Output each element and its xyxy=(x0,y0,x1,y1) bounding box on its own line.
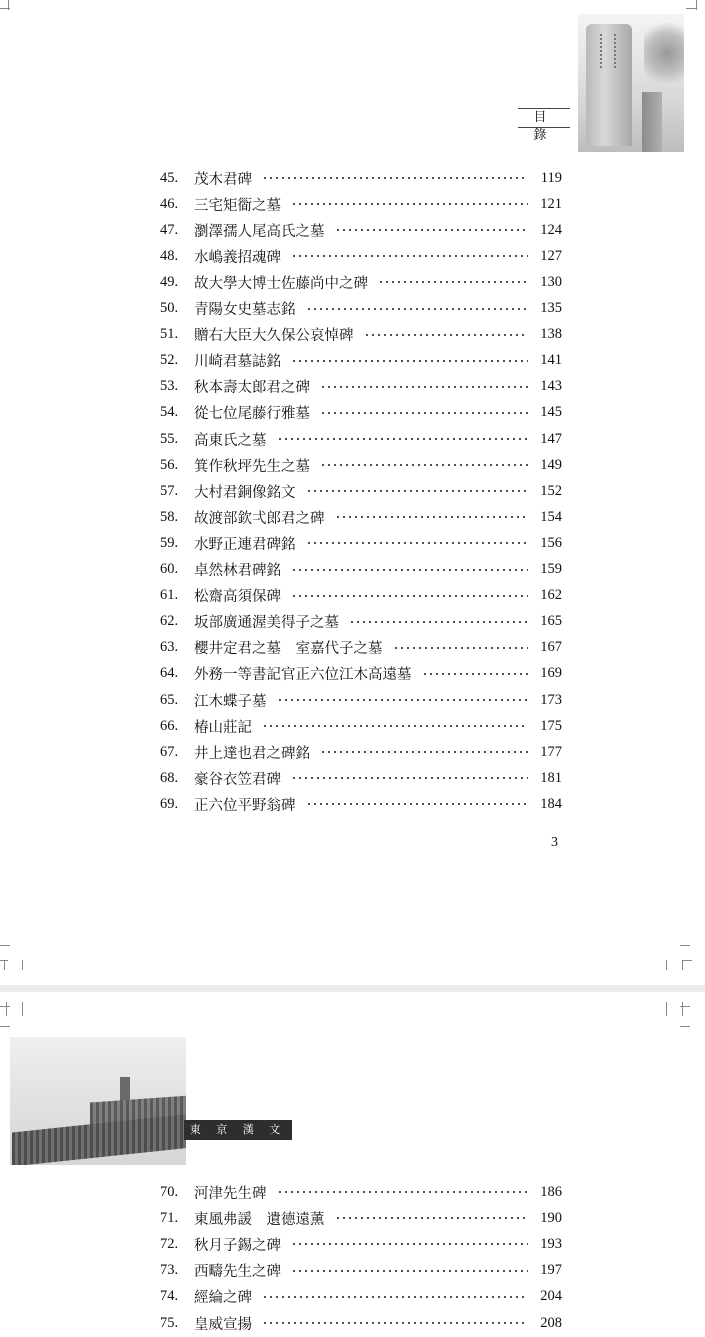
entry-title: 高東氏之墓 xyxy=(194,432,267,449)
entry-title: 西疇先生之碑 xyxy=(194,1264,281,1281)
dot-leader xyxy=(291,591,528,601)
entry-number: 49. xyxy=(160,273,179,290)
entry-page-number: 141 xyxy=(540,352,562,369)
toc-entry xyxy=(160,792,562,816)
entry-number: 71. xyxy=(160,1209,179,1226)
entry-page-number: 149 xyxy=(540,456,562,473)
entry-number: 50. xyxy=(160,300,179,316)
entry-number: 65. xyxy=(160,691,179,708)
toc-entry xyxy=(160,1232,562,1256)
entry-number: 73. xyxy=(160,1262,179,1279)
entry-page-number: 169 xyxy=(540,665,562,682)
header-temple-roof-image xyxy=(10,1037,186,1165)
toc-entry xyxy=(160,662,562,686)
toc-entry xyxy=(160,401,562,425)
dot-leader xyxy=(320,460,528,470)
dot-leader xyxy=(335,512,529,522)
entry-number: 62. xyxy=(160,613,179,630)
entry-title: 卓然林君碑銘 xyxy=(194,563,281,579)
entry-title: 故大學大博士佐藤尚中之碑 xyxy=(194,275,368,292)
dot-leader xyxy=(262,1292,528,1302)
entry-page-number: 121 xyxy=(540,195,562,212)
entry-title: 水嶋義招魂碑 xyxy=(194,249,281,266)
toc-entry xyxy=(160,505,562,529)
dot-leader xyxy=(306,486,529,496)
entry-page-number: 138 xyxy=(540,326,562,343)
crop-mark xyxy=(696,0,697,10)
entry-title: 東風弗諼 遺德遠薰 xyxy=(194,1211,325,1228)
crop-mark xyxy=(680,1026,690,1027)
dot-leader xyxy=(277,1187,529,1197)
dot-leader xyxy=(291,1266,528,1276)
entry-title: 茂木君碑 xyxy=(194,171,252,188)
entry-page-number: 208 xyxy=(540,1314,562,1331)
entry-number: 74. xyxy=(160,1288,179,1305)
entry-number: 64. xyxy=(160,665,179,682)
entry-number: 55. xyxy=(160,430,179,447)
entry-number: 72. xyxy=(160,1235,179,1252)
toc-entry xyxy=(160,1311,562,1335)
entry-number: 70. xyxy=(160,1183,179,1200)
entry-number: 61. xyxy=(160,587,179,604)
entry-page-number: 127 xyxy=(540,247,562,264)
entry-page-number: 130 xyxy=(540,273,562,290)
entry-title: 從七位尾藤行雅墓 xyxy=(194,406,310,423)
entry-number: 54. xyxy=(160,404,179,421)
toc-entry xyxy=(160,166,562,190)
crop-mark xyxy=(0,8,10,9)
entry-page-number: 175 xyxy=(540,717,562,734)
dot-leader xyxy=(291,356,528,366)
dot-leader xyxy=(291,773,528,783)
crop-mark xyxy=(22,960,23,970)
entry-number: 69. xyxy=(160,795,179,812)
entry-page-number: 162 xyxy=(540,587,562,604)
dot-leader xyxy=(422,669,529,679)
entry-title: 櫻井定君之墓 室嘉代子之墓 xyxy=(194,641,383,658)
toc-entry xyxy=(160,270,562,294)
crop-mark xyxy=(4,960,5,970)
entry-title: 川崎君墓誌銘 xyxy=(194,354,281,371)
dot-leader xyxy=(277,434,529,444)
crop-mark xyxy=(686,8,696,9)
toc-entry xyxy=(160,479,562,503)
toc-entry xyxy=(160,610,562,634)
book-title-banner: 東 京 漢 文 碑 xyxy=(184,1120,292,1140)
crop-mark xyxy=(0,1026,10,1027)
entry-title: 椿山莊記 xyxy=(194,719,252,736)
entry-title: 正六位平野翁碑 xyxy=(194,797,296,814)
toc-entry xyxy=(160,192,562,216)
entry-number: 45. xyxy=(160,169,179,186)
toc-entry xyxy=(160,584,562,608)
entry-title: 外務一等書記官正六位江木高遠墓 xyxy=(194,667,412,684)
entry-title: 贈右大臣大久保公哀悼碑 xyxy=(194,328,354,345)
entry-page-number: 173 xyxy=(540,691,562,708)
entry-number: 66. xyxy=(160,717,179,734)
crop-mark xyxy=(666,1002,667,1016)
entry-page-number: 193 xyxy=(540,1235,562,1252)
entry-number: 56. xyxy=(160,456,179,473)
entry-number: 57. xyxy=(160,482,179,499)
dot-leader xyxy=(335,1213,529,1223)
entry-page-number: 181 xyxy=(540,769,562,786)
toc-entry xyxy=(160,531,562,555)
entry-title: 水野正連君碑銘 xyxy=(194,536,296,553)
entry-number: 53. xyxy=(160,378,179,395)
entry-page-number: 204 xyxy=(540,1288,562,1305)
toc-entry xyxy=(160,714,562,738)
entry-page-number: 159 xyxy=(540,561,562,577)
entry-number: 47. xyxy=(160,221,179,238)
dot-leader xyxy=(291,251,528,261)
entry-title: 松齋高須保碑 xyxy=(194,589,281,606)
entry-number: 58. xyxy=(160,508,179,525)
dot-leader xyxy=(320,408,528,418)
dot-leader xyxy=(306,799,529,809)
entry-title: 江木蝶子墓 xyxy=(194,693,267,710)
entry-number: 46. xyxy=(160,195,179,212)
toc-entry xyxy=(160,636,562,660)
entry-title: 豪谷衣笠君碑 xyxy=(194,771,281,788)
entry-page-number: 119 xyxy=(540,169,562,186)
entry-page-number: 124 xyxy=(540,221,562,238)
toc-entry xyxy=(160,323,562,347)
entry-page-number: 197 xyxy=(540,1262,562,1279)
entry-number: 68. xyxy=(160,769,179,786)
toc-entry xyxy=(160,740,562,764)
toc-entry xyxy=(160,375,562,399)
toc-entry xyxy=(160,1285,562,1309)
dot-leader xyxy=(277,695,529,705)
entry-title: 故渡部欽弌郎君之碑 xyxy=(194,510,325,527)
dot-leader xyxy=(349,617,528,627)
entry-page-number: 154 xyxy=(540,508,562,525)
dot-leader xyxy=(335,225,529,235)
toc-entry xyxy=(160,1259,562,1283)
entry-title: 三宅矩衟之墓 xyxy=(194,197,281,214)
entry-page-number: 156 xyxy=(540,534,562,551)
entry-title: 皇威宣揚 xyxy=(194,1316,252,1333)
document-page-2 xyxy=(0,992,705,1337)
crop-mark xyxy=(0,960,8,961)
entry-page-number: 186 xyxy=(540,1183,562,1200)
entry-number: 48. xyxy=(160,247,179,264)
toc-entry xyxy=(160,453,562,477)
entry-title: 秋月子錫之碑 xyxy=(194,1237,281,1254)
toc-entry xyxy=(160,766,562,790)
entry-page-number: 147 xyxy=(540,430,562,447)
entry-title: 秋本壽太郎君之碑 xyxy=(194,380,310,397)
entry-page-number: 167 xyxy=(540,639,562,656)
crop-mark xyxy=(680,945,690,946)
crop-mark xyxy=(6,1002,7,1016)
crop-mark xyxy=(0,1006,10,1007)
dot-leader xyxy=(364,330,529,340)
entry-title: 青陽女史墓志銘 xyxy=(194,302,296,318)
dot-leader xyxy=(378,277,528,287)
toc-entry xyxy=(160,349,562,373)
entry-page-number: 190 xyxy=(540,1209,562,1226)
dot-leader xyxy=(320,747,528,757)
entry-title: 經綸之碑 xyxy=(194,1290,252,1307)
toc-entry xyxy=(160,558,562,582)
entry-title: 井上達也君之碑銘 xyxy=(194,745,310,762)
dot-leader xyxy=(262,1318,528,1328)
entry-page-number: 143 xyxy=(540,378,562,395)
crop-mark xyxy=(682,960,692,961)
crop-mark xyxy=(22,1002,23,1016)
dot-leader xyxy=(291,199,528,209)
dot-leader xyxy=(291,565,528,575)
entry-number: 51. xyxy=(160,326,179,343)
dot-leader xyxy=(320,382,528,392)
entry-page-number: 184 xyxy=(540,795,562,812)
entry-number: 59. xyxy=(160,534,179,551)
entry-page-number: 145 xyxy=(540,404,562,421)
entry-page-number: 177 xyxy=(540,743,562,760)
entry-page-number: 135 xyxy=(540,300,562,316)
entry-title: 河津先生碑 xyxy=(194,1185,267,1202)
toc-entry xyxy=(160,427,562,451)
entry-title: 箕作秋坪先生之墓 xyxy=(194,458,310,475)
crop-mark xyxy=(682,1002,683,1016)
dot-leader xyxy=(262,721,528,731)
toc-entry xyxy=(160,297,562,321)
crop-mark xyxy=(0,945,10,946)
crop-mark xyxy=(682,960,683,970)
entry-title: 坂部廣通渥美得子之墓 xyxy=(194,615,339,632)
toc-entry xyxy=(160,1180,562,1204)
toc-entry xyxy=(160,1206,562,1230)
toc-entry xyxy=(160,218,562,242)
entry-number: 75. xyxy=(160,1314,179,1331)
section-label: 目 錄 xyxy=(518,108,570,128)
entry-number: 52. xyxy=(160,352,179,369)
dot-leader xyxy=(306,538,529,548)
dot-leader xyxy=(393,643,529,653)
entry-page-number: 152 xyxy=(540,482,562,499)
toc-entry xyxy=(160,688,562,712)
page-number: 3 xyxy=(551,835,558,850)
toc-entry xyxy=(160,244,562,268)
entry-number: 60. xyxy=(160,561,179,577)
header-stone-monument-image xyxy=(578,14,684,152)
dot-leader xyxy=(262,173,528,183)
crop-mark xyxy=(666,960,667,970)
dot-leader xyxy=(291,1239,528,1249)
entry-number: 67. xyxy=(160,743,179,760)
entry-page-number: 165 xyxy=(540,613,562,630)
entry-title: 瀏澤孺人尾高氏之墓 xyxy=(194,223,325,240)
entry-title: 大村君銅像銘文 xyxy=(194,484,296,501)
entry-number: 63. xyxy=(160,639,179,656)
dot-leader xyxy=(306,304,529,314)
